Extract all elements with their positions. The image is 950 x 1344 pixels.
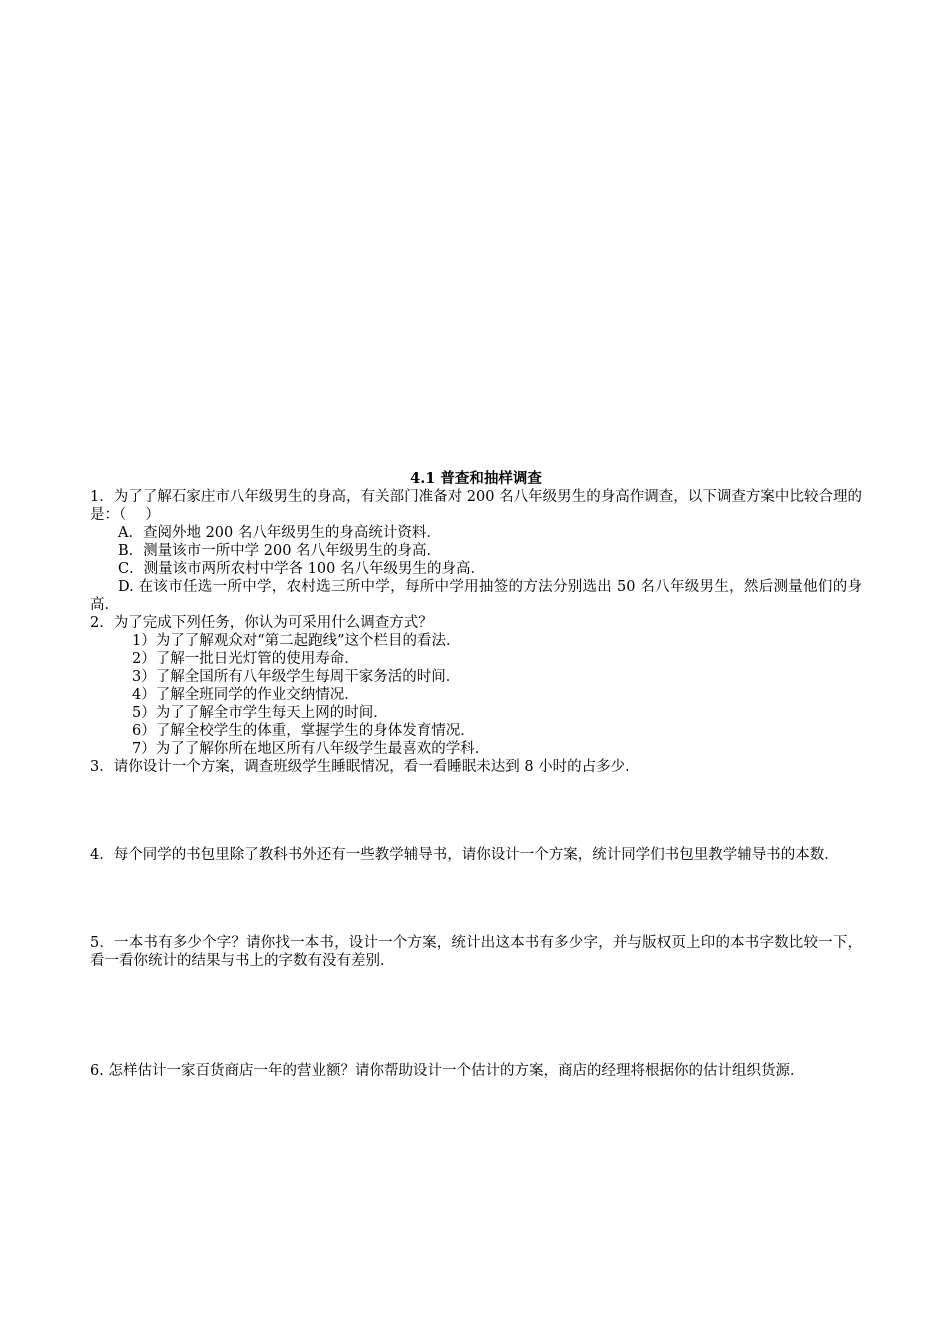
question-1-option-d: D. 在该市任选一所中学，农村选三所中学，每所中学用抽签的方法分别选出 50 名八年级男生，然后测量他们的身高． [90, 579, 862, 613]
worksheet [90, 470, 862, 1080]
question-2-item: 4）了解全班同学的作业交纳情况． [132, 687, 359, 703]
question-3: 3．请你设计一个方案，调查班级学生睡眠情况，看一看睡眠未达到 8 小时的占多少． [90, 759, 640, 775]
question-2-item: 5）为了了解全市学生每天上网的时间． [132, 705, 388, 721]
question-4: 4．每个同学的书包里除了教科书外还有一些教学辅导书，请你设计一个方案，统计同学们书包里教学辅导书的本数． [90, 847, 839, 863]
question-2-item: 2）了解一批日光灯管的使用寿命． [132, 651, 359, 667]
question-2-item: 7）为了了解你所在地区所有八年级学生最喜欢的学科． [132, 741, 490, 757]
question-2-stem: 2．为了完成下列任务，你认为可采用什么调查方式？ [90, 615, 433, 631]
question-1-stem: 1．为了了解石家庄市八年级男生的身高，有关部门准备对 200 名八年级男生的身高作调查，以下调查方案中比较合理的是：（ ） [90, 489, 862, 523]
question-2-item: 1）为了了解观众对“第二起跑线”这个栏目的看法． [132, 633, 461, 649]
page-title: 4.1 普查和抽样调查 [410, 470, 542, 487]
answer-space-3 [90, 776, 862, 846]
answer-space-5 [90, 970, 862, 1062]
question-6: 6. 怎样估计一家百货商店一年的营业额？请你帮助设计一个估计的方案，商店的经理将根据你的估计组织货源． [90, 1063, 805, 1079]
question-1-option-c: C．测量该市两所农村中学各 100 名八年级男生的身高． [118, 561, 485, 577]
question-5: 5．一本书有多少个字？请你找一本书，设计一个方案，统计出这本书有多少字，并与版权页上印的本书字数比较一下，看一看你统计的结果与书上的字数有没有差别． [90, 935, 862, 969]
question-1-option-a: A．查阅外地 200 名八年级男生的身高统计资料． [118, 525, 441, 541]
question-2-item: 3）了解全国所有八年级学生每周干家务活的时间． [132, 669, 461, 685]
question-2-item: 6）了解全校学生的体重，掌握学生的身体发育情况． [132, 723, 475, 739]
question-1-option-b: B．测量该市一所中学 200 名八年级男生的身高． [118, 543, 442, 559]
answer-space-4 [90, 864, 862, 934]
